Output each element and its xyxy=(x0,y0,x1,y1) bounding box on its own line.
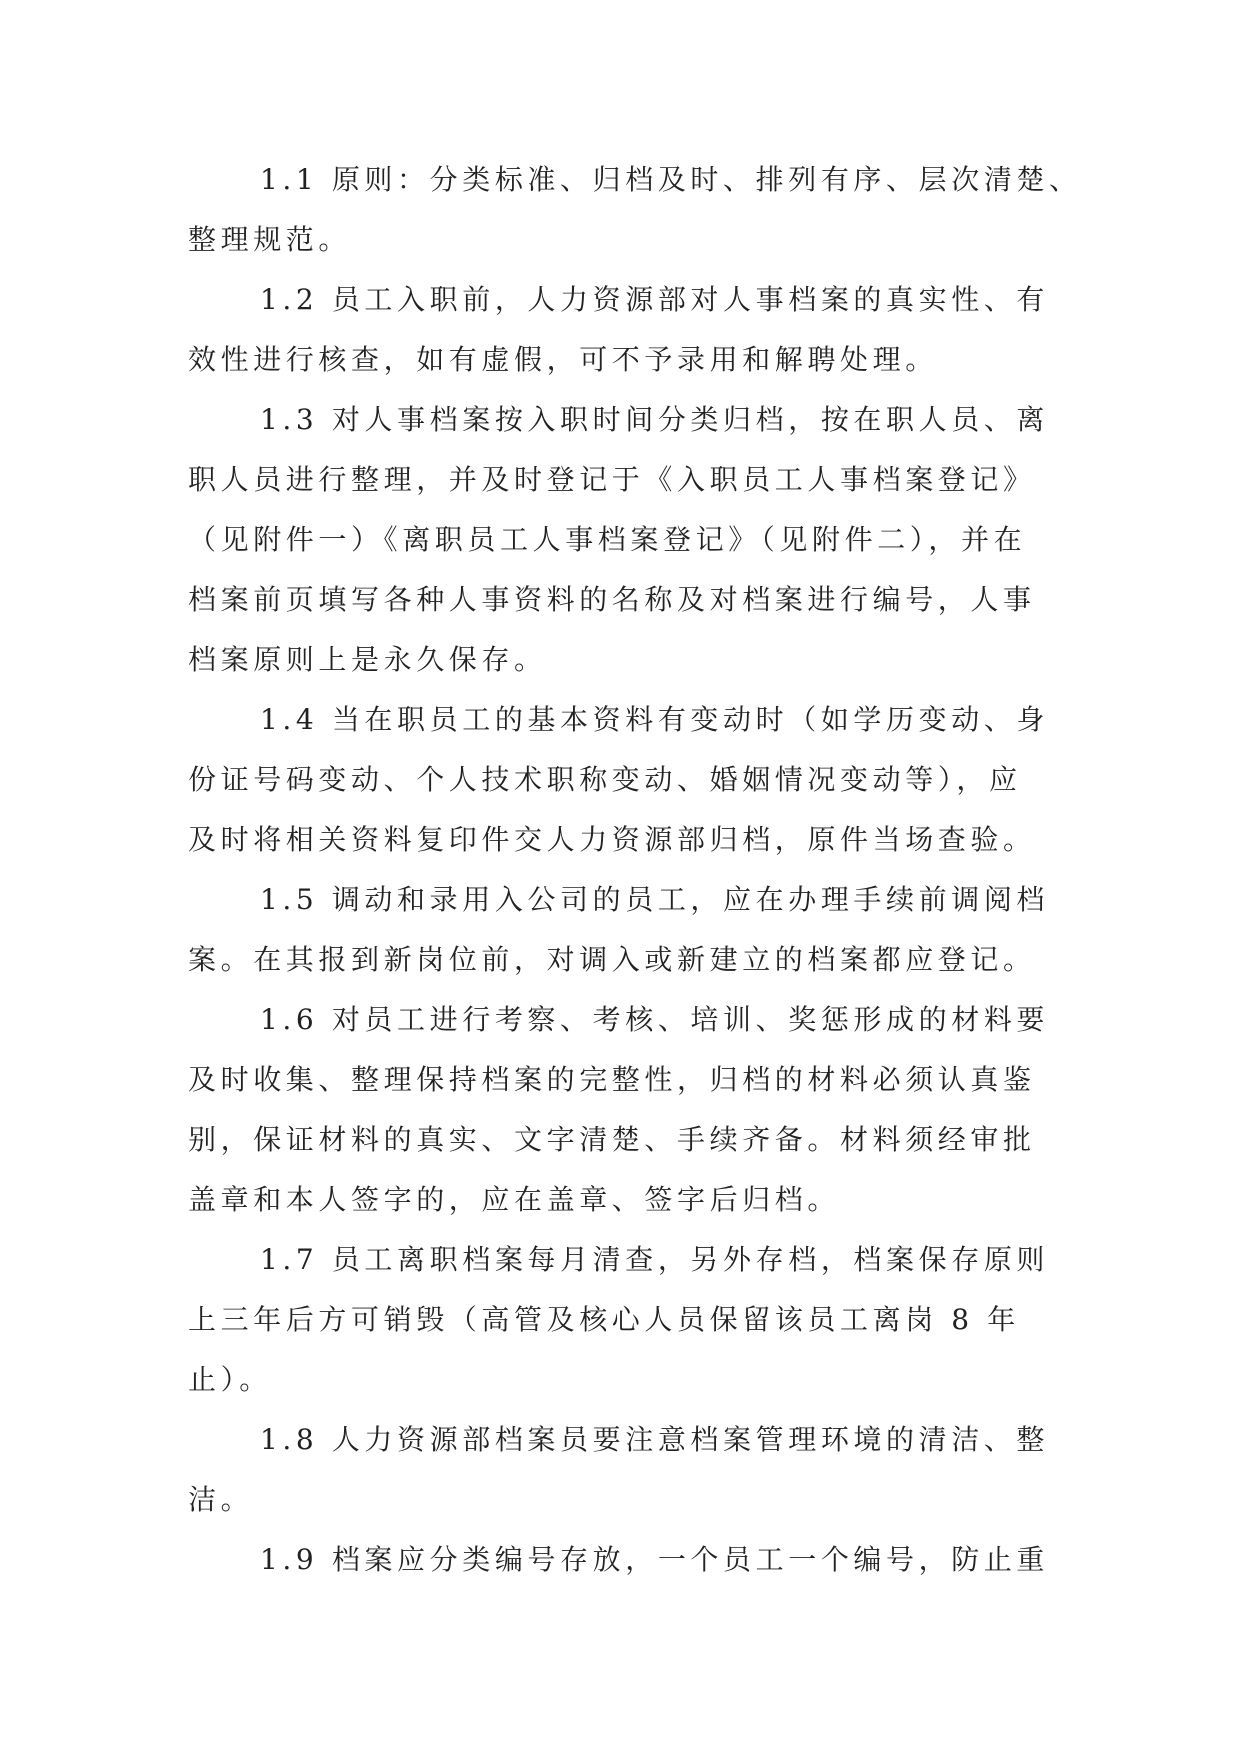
paragraph-1-4 xyxy=(188,690,1058,870)
text-line: 份证号码变动、个人技术职称变动、婚姻情况变动等），应 xyxy=(188,763,1022,796)
text-line: 及时收集、整理保持档案的完整性，归档的材料必须认真鉴 xyxy=(188,1063,1036,1096)
text-line: 1.2 员工入职前，人力资源部对人事档案的真实性、有 xyxy=(260,283,1050,316)
text-line: 洁。 xyxy=(188,1483,254,1516)
document-body xyxy=(188,150,1082,1590)
text-line: 上三年后方可销毁（高管及核心人员保留该员工离岗 8 年 xyxy=(188,1303,1020,1336)
text-line: 1.6 对员工进行考察、考核、培训、奖惩形成的材料要 xyxy=(260,1003,1050,1036)
paragraph-1-1 xyxy=(188,150,1082,270)
text-line: 职人员进行整理，并及时登记于《入职员工人事档案登记》 xyxy=(188,463,1036,496)
text-line: 整理规范。 xyxy=(188,223,352,256)
text-line: 档案原则上是永久保存。 xyxy=(188,643,547,676)
text-line: 别，保证材料的真实、文字清楚、手续齐备。材料须经审批 xyxy=(188,1123,1036,1156)
text-line: 效性进行核查，如有虚假，可不予录用和解聘处理。 xyxy=(188,343,938,376)
paragraph-1-6 xyxy=(188,990,1058,1230)
text-line: 1.9 档案应分类编号存放，一个员工一个编号，防止重 xyxy=(260,1543,1050,1576)
text-line: 1.4 当在职员工的基本资料有变动时（如学历变动、身 xyxy=(260,703,1050,736)
text-line: （见附件一）《离职员工人事档案登记》（见附件二），并在 xyxy=(188,523,1027,556)
text-line: 1.3 对人事档案按入职时间分类归档，按在职人员、离 xyxy=(260,403,1050,436)
text-line: 盖章和本人签字的，应在盖章、签字后归档。 xyxy=(188,1183,841,1216)
text-line: 1.5 调动和录用入公司的员工，应在办理手续前调阅档 xyxy=(260,883,1050,916)
text-line: 1.1 原则：分类标准、归档及时、排列有序、层次清楚、 xyxy=(260,163,1082,196)
paragraph-1-2 xyxy=(188,270,1058,390)
paragraph-1-8 xyxy=(188,1410,1058,1530)
paragraph-1-7 xyxy=(188,1230,1058,1410)
paragraph-1-3 xyxy=(188,390,1058,690)
text-line: 档案前页填写各种人事资料的名称及对档案进行编号，人事 xyxy=(188,583,1036,616)
text-line: 1.7 员工离职档案每月清查，另外存档，档案保存原则 xyxy=(260,1243,1050,1276)
text-line: 案。在其报到新岗位前，对调入或新建立的档案都应登记。 xyxy=(188,943,1036,976)
paragraph-1-5 xyxy=(188,870,1058,990)
text-line: 止）。 xyxy=(188,1363,272,1396)
text-line: 1.8 人力资源部档案员要注意档案管理环境的清洁、整 xyxy=(260,1423,1050,1456)
paragraph-1-9 xyxy=(188,1530,1058,1590)
text-line: 及时将相关资料复印件交人力资源部归档，原件当场查验。 xyxy=(188,823,1036,856)
